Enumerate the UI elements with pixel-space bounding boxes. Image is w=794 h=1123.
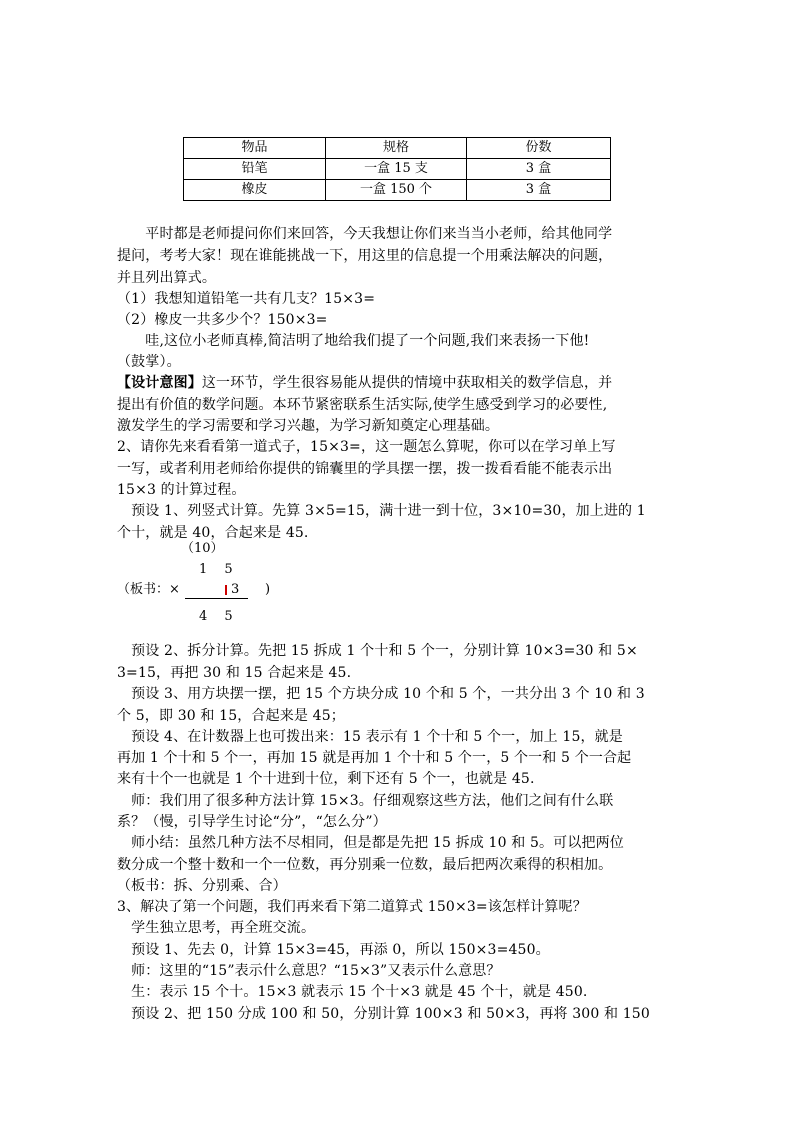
design-intent-marker: 【设计意图】 — [117, 375, 202, 391]
table-header-cell: 物品 — [184, 138, 326, 159]
text-line: 来有十个一也就是 1 个十进到十位，剩下还有 5 个一，也就是 45. — [117, 771, 535, 787]
text-line: 3=15，再把 30 和 15 合起来是 45. — [117, 665, 352, 681]
table-cell: 3 盒 — [467, 159, 611, 180]
table-cell: 铅笔 — [184, 159, 326, 180]
text-line: （板书：拆、分别乘、合） — [117, 878, 287, 894]
text-line: （2）橡皮一共多少个？150×3= — [117, 312, 328, 328]
item-spec-table — [183, 137, 611, 201]
text-line: 激发学生的学习需要和学习兴趣，为学习新知奠定心理基础。 — [117, 418, 500, 434]
design-intent-text: 这一环节，学生很容易能从提供的情境中获取相关的数学信息，并 — [201, 375, 613, 391]
carry-mark — [225, 585, 227, 595]
text-line: 数分成一个整十数和一个一位数，再分别乘一位数，最后把两次乘得的积相加。 — [117, 857, 613, 873]
table-header-cell: 规格 — [326, 138, 467, 159]
text-line: 15×3 的计算过程。 — [117, 482, 246, 498]
text-line: 预设 3、用方块摆一摆，把 15 个方块分成 10 个和 5 个，一共分出 3 个 10 和 3 — [117, 686, 645, 702]
multiplier: 3 — [231, 582, 240, 597]
table-cell: 一盒 150 个 — [326, 180, 467, 201]
text-line: 师：这里的“15”表示什么意思？“15×3”又表示什么意思？ — [117, 963, 501, 979]
carry-note: （10） — [181, 541, 224, 556]
text-line: （1）我想知道铅笔一共有几支？15×3= — [117, 291, 376, 307]
text-line: 一写，或者利用老师给你提供的锦囊里的学具摆一摆，拨一拨看看能不能表示出 — [117, 461, 613, 477]
table-row — [184, 180, 611, 201]
text-line: 预设 2、拆分计算。先把 15 拆成 1 个十和 5 个一，分别计算 10×3=30 和 5× — [117, 643, 638, 659]
design-intent-line — [117, 373, 677, 393]
text-line: 系？（慢，引导学生讨论“分”，“怎么分”） — [117, 814, 387, 830]
text-line: 学生独立思考，再全班交流。 — [117, 920, 316, 936]
table-cell: 3 盒 — [467, 180, 611, 201]
text-line: 预设 2、把 150 分成 100 和 50，分别计算 100×3 和 50×3，再将 300 和 150 — [117, 1006, 650, 1022]
text-line: 哇,这位小老师真棒,简洁明了地给我们提了一个问题,我们来表扬一下他! — [117, 333, 590, 349]
text-line: 个十，就是 40，合起来是 45. — [117, 525, 309, 541]
board-close-paren: ) — [265, 582, 271, 597]
multiplicand: 1 5 — [199, 562, 233, 577]
table-header-cell: 份数 — [467, 138, 611, 159]
text-line: 2、请你先来看看第一道式子，15×3=，这一题怎么算呢，你可以在学习单上写 — [117, 439, 616, 455]
text-line: 个 5，即 30 和 15，合起来是 45； — [117, 708, 345, 724]
text-line: 平时都是老师提问你们来回答，今天我想让你们来当当小老师，给其他同学 — [117, 226, 613, 242]
text-line: 提问，考考大家！现在谁能挑战一下，用这里的信息提一个用乘法解决的问题， — [117, 248, 613, 264]
product: 4 5 — [199, 609, 233, 624]
table-header-row — [184, 138, 611, 159]
text-line: 再加 1 个十和 5 个一，再加 15 就是再加 1 个十和 5 个一，5 个一和 5 个一合起 — [117, 750, 632, 766]
product-rule — [185, 598, 248, 599]
text-line: 预设 1、列竖式计算。先算 3×5=15，满十进一到十位，3×10=30，加上进的 1 — [117, 503, 646, 519]
text-line: 生：表示 15 个十。15×3 就表示 15 个十×3 就是 45 个十，就是 450. — [117, 984, 588, 1000]
text-line: 预设 4、在计数器上也可拨出来：15 表示有 1 个十和 5 个一，加上 15，就是 — [117, 729, 623, 745]
text-line: （鼓掌）。 — [117, 354, 181, 370]
text-line: 并且列出算式。 — [117, 270, 217, 286]
text-line: 提出有价值的数学问题。本环节紧密联系生活实际,使学生感受到学习的必要性, — [117, 397, 608, 413]
table-cell: 一盒 15 支 — [326, 159, 467, 180]
text-line: 预设 1、先去 0，计算 15×3=45，再添 0，所以 150×3=450。 — [117, 942, 550, 958]
table-row — [184, 159, 611, 180]
text-line: 师：我们用了很多种方法计算 15×3。仔细观察这些方法，他们之间有什么联 — [117, 793, 614, 809]
text-line: 师小结：虽然几种方法不尽相同，但是都是先把 15 拆成 10 和 5。可以把两位 — [117, 835, 624, 851]
table-cell: 橡皮 — [184, 180, 326, 201]
board-label: （板书：× — [117, 582, 180, 597]
text-line: 3、解决了第一个问题，我们再来看下第二道算式 150×3=该怎样计算呢？ — [117, 899, 587, 915]
